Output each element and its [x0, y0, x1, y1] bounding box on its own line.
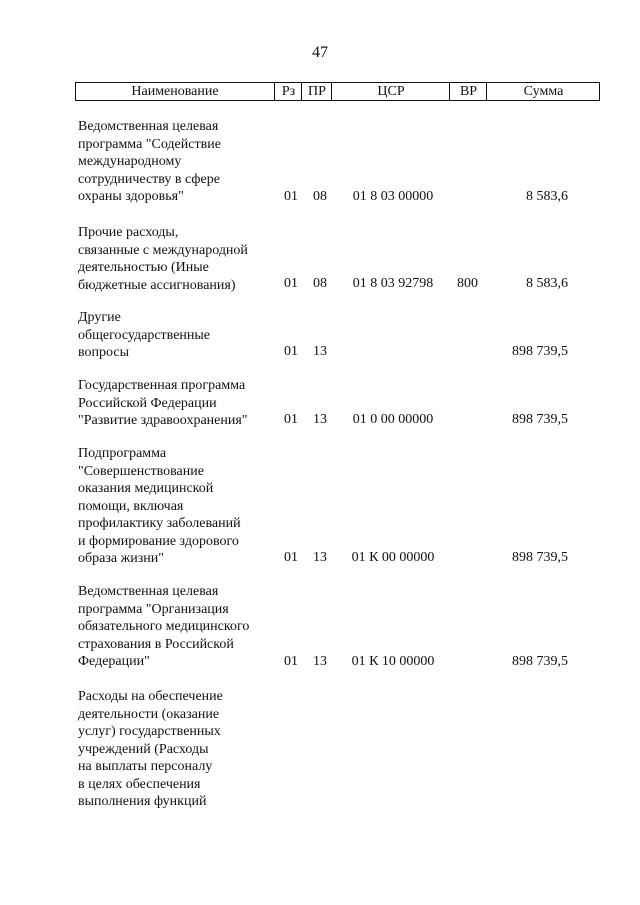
row-name: Прочие расходы, связанные с международной деятельностью (Иные бюджетные ассигнования)	[78, 225, 248, 293]
row-vr: 800	[457, 276, 478, 291]
row-csr: 01 0 00 00000	[352, 412, 434, 427]
row-name: Ведомственная целевая программа "Содействие международному сотрудничеству в сфере охраны здоровья"	[78, 119, 221, 204]
header-name: Наименование	[131, 84, 219, 99]
row-rz: 01	[284, 654, 298, 669]
row-pr: 13	[313, 550, 327, 565]
row-pr: 13	[313, 654, 327, 669]
row-sum: 8 583,6	[526, 189, 568, 204]
header-vr: ВР	[449, 83, 487, 100]
row-rz: 01	[284, 412, 298, 427]
row-name: Другие общегосударственные вопросы	[78, 310, 211, 360]
row-name: Расходы на обеспечение деятельности (оказание услуг) государственных учреждений (Расходы на выплаты персоналу в целях обеспечения выполнения функций	[78, 689, 223, 809]
row-sum: 898 739,5	[512, 550, 568, 565]
row-csr: 01 К 10 00000	[351, 654, 435, 669]
row-sum: 898 739,5	[512, 654, 568, 669]
header-csr: ЦСР	[331, 83, 450, 100]
row-csr: 01 К 00 00000	[351, 550, 435, 565]
row-csr: 01 8 03 00000	[352, 189, 434, 204]
table-header	[75, 82, 600, 101]
row-rz: 01	[284, 276, 298, 291]
row-rz: 01	[284, 550, 298, 565]
row-csr: 01 8 03 92798	[352, 276, 434, 291]
row-sum: 898 739,5	[512, 412, 568, 427]
header-rz: Рз	[274, 83, 302, 100]
row-pr: 13	[313, 344, 327, 359]
row-name: Государственная программа Российской Федерации "Развитие здравоохранения"	[78, 378, 248, 428]
row-pr: 13	[313, 412, 327, 427]
row-rz: 01	[284, 344, 298, 359]
row-rz: 01	[284, 189, 298, 204]
row-pr: 08	[313, 189, 327, 204]
row-sum: 898 739,5	[512, 344, 568, 359]
row-name: Подпрограмма "Совершенствование оказания медицинской помощи, включая профилактику заболеваний и формирование здорового образа жизни"	[78, 446, 241, 566]
page-number: 47	[312, 44, 328, 61]
header-pr: ПР	[301, 83, 332, 100]
row-sum: 8 583,6	[526, 276, 568, 291]
header-sum: Сумма	[486, 83, 600, 100]
row-pr: 08	[313, 276, 327, 291]
row-name: Ведомственная целевая программа "Организация обязательного медицинского страхования в Российской Федерации"	[78, 584, 250, 669]
